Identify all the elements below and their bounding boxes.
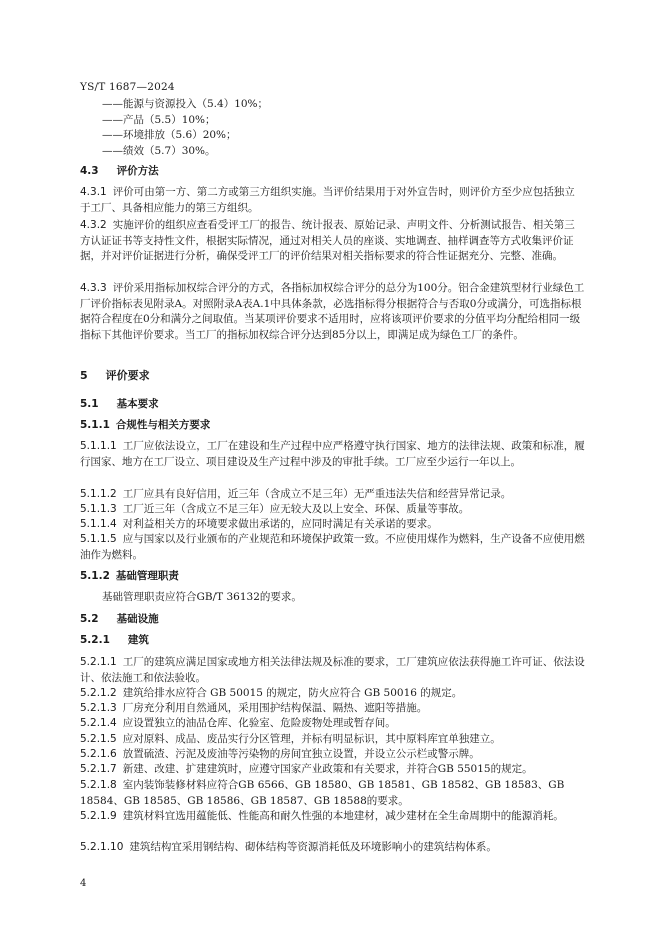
- page-number: 4: [80, 878, 87, 889]
- section-heading-4-3: 4.3 评价方法: [80, 165, 159, 177]
- paragraph-4-3-3: 4.3.3 评价采用指标加权综合评分的方式，各指标加权综合评分的总分为100分。铝合金建筑型材行业绿色工厂评价指标表见附录A。对照附录A表A.1中具体条款，必选指标得分根据符合与否取0分或满分，可选指标根据符合程度在0分和满分之间取值。当某项评价要求不适用时，应将该项评价要求的分值平均分配给相同一级指标下其他评价要求。当工厂的指标加权综合评分达到85分以上，即满足成为绿色工厂的条件。: [80, 282, 585, 341]
- clause-5-2-1-1: 5.2.1.1 工厂的建筑应满足国家或地方相关法律法规及标准的要求，工厂建筑应依法获得施工许可证、依法设计、依法施工和依法验收。: [80, 656, 585, 684]
- clause-5-2-1-6: 5.2.1.6 放置硫渣、污泥及废油等污染物的房间宜独立设置，并设立公示栏或警示牌。: [80, 748, 480, 760]
- section-heading-5-1: 5.1 基本要求: [80, 398, 159, 410]
- clause-5-1-1-4: 5.1.1.4 对利益相关方的环境要求做出承诺的，应同时满足有关承诺的要求。: [80, 518, 438, 530]
- clause-5-2-1-4: 5.2.1.4 应设置独立的油品仓库、化验室、危险废物处理或暂存间。: [80, 717, 396, 729]
- section-heading-5: 5 评价要求: [80, 369, 150, 382]
- document-id: YS/T 1687—2024: [80, 81, 175, 93]
- clause-5-2-1-5: 5.2.1.5 应对原料、成品、废品实行分区管理，并标有明显标识，其中原料库宜单独建立。: [80, 733, 501, 745]
- clause-5-2-1-7: 5.2.1.7 新建、改建、扩建建筑时，应遵守国家产业政策和有关要求，并符合GB 55015的规定。: [80, 763, 533, 775]
- weight-item: ——能源与资源投入（5.4）10%；: [102, 98, 269, 110]
- paragraph-5-1-2: 基础管理职责应符合GB/T 36132的要求。: [102, 591, 302, 603]
- clause-5-2-1-9: 5.2.1.9 建筑材料宜选用蕴能低、性能高和耐久性强的本地建材，减少建材在全生命周期中的能源消耗。: [80, 810, 564, 822]
- weight-item: ——产品（5.5）10%；: [102, 113, 216, 126]
- clause-5-2-1-2: 5.2.1.2 建筑给排水应符合 GB 50015 的规定，防火应符合 GB 50016 的规定。: [80, 687, 463, 699]
- clause-5-1-1-1: 5.1.1.1 工厂应依法设立，工厂在建设和生产过程中应严格遵守执行国家、地方的法律法规、政策和标准，履行国家、地方在工厂设立、项目建设及生产过程中涉及的审批手续。工厂应至少运行一年以上。: [80, 440, 585, 468]
- clause-5-1-1-5: 5.1.1.5 应与国家以及行业颁布的产业规范和环境保护政策一致。不应使用煤作为燃料，生产设备不应使用燃油作为燃料。: [80, 533, 585, 561]
- clause-5-2-1-3: 5.2.1.3 厂房充分利用自然通风，采用围护结构保温、隔热、遮阳等措施。: [80, 702, 428, 714]
- paragraph-4-3-2: 4.3.2 实施评价的组织应查看受评工厂的报告、统计报表、原始记录、声明文件、分析测试报告、相关第三方认证证书等支持性文件，根据实际情况，通过对相关人员的座谈、实地调查、抽样调查等方式收集评价证据，并对评价证据进行分析，确保受评工厂的评价结果对相关指标要求的符合性证据充分、完整、准确。: [80, 219, 575, 263]
- weight-list: [80, 97, 607, 159]
- section-heading-5-1-1: 5.1.1 合规性与相关方要求: [80, 419, 211, 431]
- paragraph-4-3-1: 4.3.1 评价可由第一方、第二方或第三方组织实施。当评价结果用于对外宣告时，则评价方至少应包括独立于工厂、具备相应能力的第三方组织。: [80, 186, 575, 214]
- clause-5-1-1-2: 5.1.1.2 工厂应具有良好信用，近三年（含成立不足三年）无严重违法失信和经营异常记录。: [80, 488, 512, 500]
- weight-item: ——绩效（5.7）30%。: [102, 144, 216, 157]
- clause-5-2-1-10: 5.2.1.10 建筑结构宜采用钢结构、砌体结构等资源消耗低及环境影响小的建筑结构体系。: [80, 841, 497, 853]
- clause-5-1-1-3: 5.1.1.3 工厂近三年（含成立不足三年）应无较大及以上安全、环保、质量等事故。: [80, 503, 470, 515]
- section-heading-5-1-2: 5.1.2 基础管理职责: [80, 570, 179, 582]
- clause-5-2-1-8: 5.2.1.8 室内装饰装修材料应符合GB 6566、GB 18580、GB 18581、GB 18582、GB 18583、GB 18584、GB 18585、GB 18586、GB 18587、GB 18588的要求。: [80, 779, 565, 807]
- section-heading-5-2-1: 5.2.1 建筑: [80, 634, 149, 646]
- weight-item: ——环境排放（5.6）20%；: [102, 129, 237, 142]
- section-heading-5-2: 5.2 基础设施: [80, 613, 159, 625]
